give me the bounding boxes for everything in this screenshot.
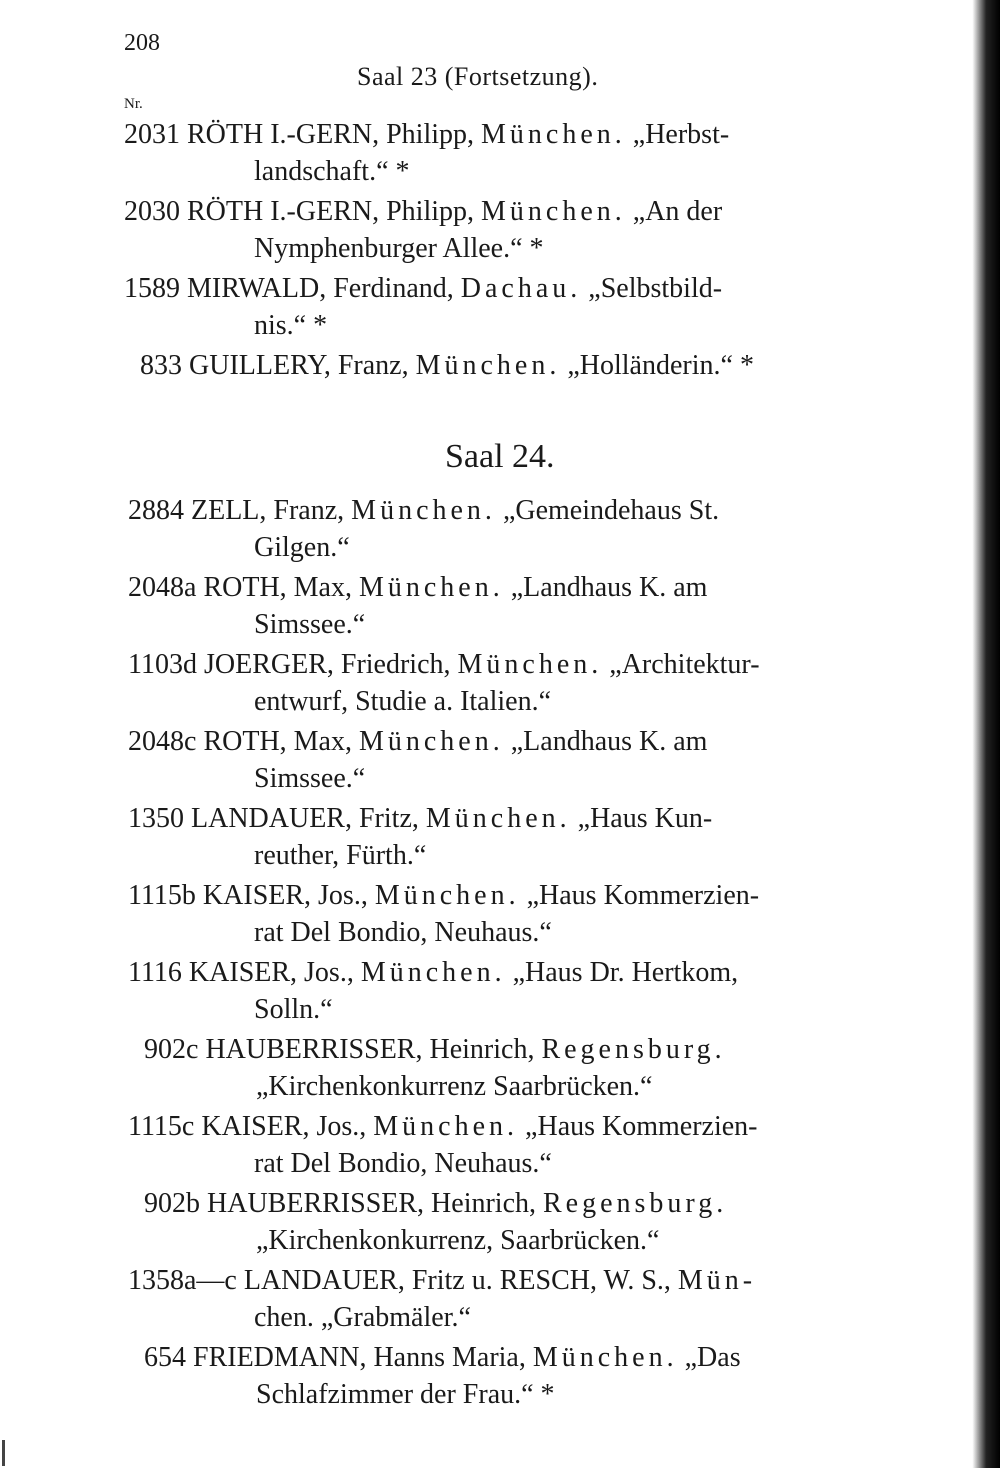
entry-number: 654: [144, 1342, 186, 1373]
catalog-entry: [144, 1339, 741, 1413]
catalog-entry: [128, 1108, 758, 1182]
entry-continuation: Schlafzimmer der Frau.“ *: [256, 1379, 555, 1410]
entry-number: 2884: [128, 495, 184, 526]
catalog-entry: [128, 492, 719, 566]
entry-city: München.: [360, 957, 506, 988]
entry-city: München.: [457, 649, 603, 680]
entry-continuation: „Kirchenkonkurrenz, Saarbrücken.“: [256, 1225, 660, 1256]
entry-continuation: Gilgen.“: [254, 532, 350, 563]
entry-artist: ROTH, Max,: [203, 572, 352, 603]
entry-title: „Das: [684, 1342, 741, 1373]
entry-city: München.: [351, 495, 496, 526]
entry-number: 1115c: [128, 1111, 195, 1142]
entry-number: 2048a: [128, 572, 197, 603]
entry-artist: ROTH, Max,: [203, 726, 352, 757]
entry-artist: KAISER, Jos.,: [202, 880, 368, 911]
entry-city: München.: [415, 350, 561, 381]
entry-city: München.: [481, 119, 626, 150]
entry-title: „Gemeindehaus St.: [502, 495, 720, 526]
entry-number: 1103d: [128, 649, 197, 680]
running-head: Saal 23 (Fortsetzung).: [357, 62, 599, 91]
entry-continuation: chen. „Grabmäler.“: [254, 1302, 471, 1333]
catalog-entry: [128, 646, 760, 720]
entry-artist: JOERGER, Friedrich,: [203, 649, 451, 680]
entry-artist: RÖTH I.-GERN, Philipp,: [187, 196, 474, 227]
entry-continuation: nis.“ *: [254, 310, 328, 341]
entry-city: Dachau.: [460, 273, 582, 304]
nr-column-label: Nr.: [124, 96, 143, 112]
entry-title: „Landhaus K. am: [510, 572, 708, 603]
entry-artist: HAUBERRISSER, Heinrich,: [207, 1188, 536, 1219]
entry-artist: GUILLERY, Franz,: [189, 350, 409, 381]
catalog-entry: [128, 800, 712, 874]
entry-artist: LANDAUER, Fritz,: [191, 803, 419, 834]
entry-city: Mün-: [677, 1265, 757, 1296]
entry-artist: ZELL, Franz,: [191, 495, 345, 526]
scan-binding-shadow: [954, 0, 1000, 1468]
entry-continuation: rat Del Bondio, Neuhaus.“: [254, 917, 552, 948]
entry-title: „Selbstbild-: [588, 273, 723, 304]
scan-edge-mark: [2, 1440, 5, 1466]
entry-title: „Haus Kommerzien-: [525, 1111, 758, 1142]
entry-city: München.: [532, 1342, 678, 1373]
entry-artist: KAISER, Jos.,: [201, 1111, 367, 1142]
catalog-entry: [128, 954, 738, 1028]
catalog-entry: [124, 270, 722, 344]
catalog-entry: [124, 116, 729, 190]
catalog-entry: [124, 193, 722, 267]
entry-number: 2030: [124, 196, 180, 227]
entry-artist: MIRWALD, Ferdinand,: [187, 273, 454, 304]
entry-title: „Haus Dr. Hertkom,: [512, 957, 739, 988]
entry-continuation: rat Del Bondio, Neuhaus.“: [254, 1148, 552, 1179]
entry-artist: LANDAUER, Fritz u. RESCH, W. S.,: [243, 1265, 671, 1296]
entry-city: München.: [481, 196, 626, 227]
entry-number: 2048c: [128, 726, 197, 757]
page-number: 208: [124, 30, 160, 56]
catalog-entry: [128, 723, 707, 797]
entry-city: München.: [358, 726, 504, 757]
entry-continuation: landschaft.“ *: [254, 156, 410, 187]
entry-city: München.: [374, 880, 520, 911]
entry-continuation: reuther, Fürth.“: [254, 840, 427, 871]
entry-city: München.: [358, 572, 504, 603]
entry-number: 1358a—c: [128, 1265, 237, 1296]
entry-city: München.: [425, 803, 571, 834]
catalog-entry: [128, 1262, 756, 1336]
entry-number: 902c: [144, 1034, 199, 1065]
entry-number: 2031: [124, 119, 180, 150]
entry-continuation: Simssee.“: [254, 763, 366, 794]
entry-city: München.: [373, 1111, 519, 1142]
entry-title: „Haus Kommerzien-: [526, 880, 760, 911]
catalog-entry: [144, 1185, 727, 1259]
entry-title: „Holländerin.“ *: [567, 350, 754, 381]
entry-title: „Landhaus K. am: [510, 726, 708, 757]
catalog-entry: [128, 569, 707, 643]
entry-number: 902b: [144, 1188, 200, 1219]
entry-continuation: Solln.“: [254, 994, 333, 1025]
entry-artist: FRIEDMANN, Hanns Maria,: [193, 1342, 526, 1373]
entry-number: 1116: [128, 957, 182, 988]
entry-number: 1115b: [128, 880, 196, 911]
catalog-entry: [144, 1031, 726, 1105]
entry-continuation: entwurf, Studie a. Italien.“: [254, 686, 552, 717]
entry-artist: HAUBERRISSER, Heinrich,: [205, 1034, 535, 1065]
entry-number: 1350: [128, 803, 184, 834]
entry-title: „Architektur-: [609, 649, 760, 680]
entry-artist: KAISER, Jos.,: [188, 957, 354, 988]
section-heading: Saal 24.: [445, 438, 555, 475]
entry-continuation: „Kirchenkonkurrenz Saarbrücken.“: [256, 1071, 653, 1102]
entry-city: Regensburg.: [543, 1188, 728, 1219]
catalog-entry: [140, 347, 754, 384]
entry-number: 833: [140, 350, 182, 381]
entry-continuation: Nymphenburger Allee.“ *: [254, 233, 544, 264]
catalog-entry: [128, 877, 759, 951]
entry-continuation: Simssee.“: [254, 609, 366, 640]
entry-title: „An der: [632, 196, 723, 227]
entry-number: 1589: [124, 273, 180, 304]
entry-artist: RÖTH I.-GERN, Philipp,: [187, 119, 474, 150]
entry-title: „Herbst-: [632, 119, 730, 150]
entry-city: Regensburg.: [541, 1034, 726, 1065]
entry-title: „Haus Kun-: [577, 803, 713, 834]
